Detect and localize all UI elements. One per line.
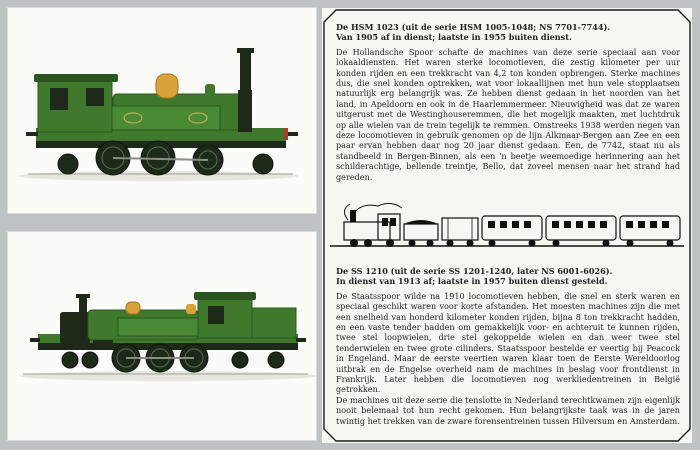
illustration-card-ss-1210 [8, 232, 316, 440]
text-panel [322, 8, 692, 443]
section2-body-2: De machines uit deze serie die tenslotte in Nederland terechtkwamen zijn eigenlijk nooit belemaal tot hun recht gekomen. Hun belangrijkste taak was in de jaren twintig het trekken van de zware forensentreinen tussen Hilversum en Amsterdam. [336, 394, 680, 426]
section2-heading-line1: De SS 1210 (uit de serie SS 1201-1240, later NS 6001-6026). [336, 266, 613, 276]
hsm-1023-locomotive-illustration [8, 8, 316, 213]
section-ss-1210 [336, 266, 680, 426]
section1-heading-line1: De HSM 1023 (uit de serie HSM 1005-1048; NS 7701-7744). [336, 22, 611, 32]
section1-heading-line2: Van 1905 af in dienst; laatste in 1955 buiten dienst. [336, 32, 572, 43]
section-hsm-1023 [336, 22, 680, 182]
section2-heading-line2: In dienst van 1913 af; laatste in 1957 buiten dienst gesteld. [336, 276, 608, 287]
train-line-drawing [330, 198, 684, 258]
ss-1210-locomotive-illustration [8, 232, 316, 440]
illustration-card-hsm-1023 [8, 8, 316, 213]
section2-body-1: De Staatsspoor wilde na 1910 locomotieven hebben, die snel en sterk waren en speciaal geschikt waren voor korte afstanden. Het moesten machines zijn die met een snelheid van honderd kilometer konden rijden, bijna 8 ton trekkracht hadden, en een vaste tender hadden om gemakkelijk voor- en achteruit te kunnen rijden, twee stel loopwielen, drie stel gekoppelde wielen en dan weer twee stel tenderwielen en twee grote cilinders. Staatsspoor bestelde er veertig bij Peacock in Engeland. Maar de eerste veertien waren klaar toen de Eerste Wereldoorlog uitbrak en de Engelse overheid nam de machines in beslag voor frontdienst in Frankrijk. Later hebben die locomotieven nog werkliedentreinen in België getrokken. [336, 290, 680, 395]
section1-body: De Hollandsche Spoor schafte de machines van deze serie speciaal aan voor lokaaldiensten. Het waren sterke locomotieven, die zestig kilometer per uur konden rijden en een trekkracht van 4,2 ton konden opbrengen. Sterke machines dus, die snel konden optrekken, wat voor lokaallijnen met hun vele stopplaatsen natuurlijk erg belangrijk was. Ze hebben dienst gedaan in het noorden van het land, in Apeldoorn en ook in de Haarlemmermeer. Nieuwigheid was dat ze waren uitgerust met de Westinghouseremmen, die het mogelijk maakten, met luchtdruk op alle wielen van de trein tegelijk te remmen. Omstreeks 1938 werden negen van deze locomotieven in gebruik genomen op de lijn Alkmaar-Bergen aan Zee en een paar ervan hebben daar nog 20 jaar dienst gedaan. Een, de 7742, staat nu als standbeeld in Bergen-Binnen, als een 'n beetje weemoedige herinnering aan het schilderachtige, bellende treintje, Bello, dat zoveel mensen naar het strand had gereden. [336, 46, 680, 182]
